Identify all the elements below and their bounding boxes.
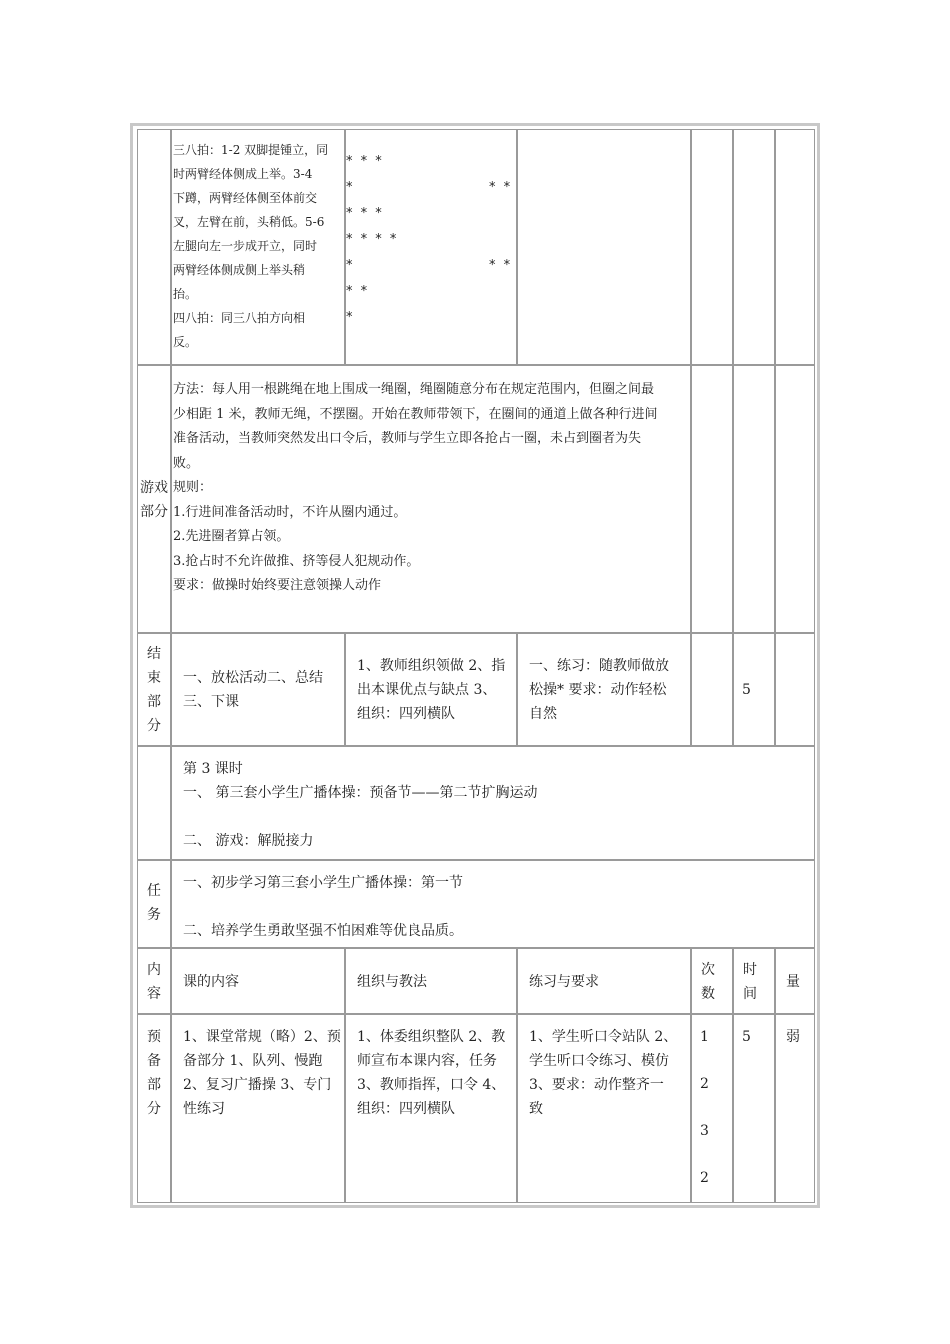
end-label: 结 (147, 646, 161, 662)
lesson3-line: 一、 第三套小学生广播体操：预备节——第二节扩胸运动 (183, 785, 538, 801)
header-time-cell (733, 948, 775, 1014)
game-time-cell (733, 365, 775, 633)
game-line: 要求：做操时始终要注意领操人动作 (173, 578, 382, 593)
row1-time-cell (733, 129, 775, 365)
formation-stars: * * (489, 180, 513, 195)
prep-content-cell (171, 1014, 345, 1203)
end-practice-line: 一、练习：随教师做放 (529, 658, 669, 674)
header-label-cell (137, 948, 171, 1014)
task-label: 任 (147, 883, 161, 899)
prep-label: 预 (147, 1029, 161, 1045)
game-content-cell (171, 365, 691, 633)
row1-count-cell (691, 129, 733, 365)
row1-content-cell (171, 129, 345, 365)
row1-content-line: 下蹲，两臂经体侧至体前交 (173, 191, 318, 205)
end-label: 束 (147, 670, 161, 686)
prep-practice-line: 1、学生听口令站队 2、 (529, 1029, 678, 1045)
formation-stars: * * (489, 258, 513, 273)
prep-method-cell (345, 1014, 517, 1203)
row1-label-cell (137, 129, 171, 365)
prep-method-line: 3、教师指挥，口令 4、 (357, 1077, 506, 1093)
prep-count-cell (691, 1014, 733, 1203)
prep-method-line: 1、体委组织整队 2、教 (357, 1029, 506, 1045)
task-label: 务 (147, 907, 161, 923)
header-time: 间 (743, 986, 757, 1002)
game-label: 游戏 (140, 480, 168, 496)
end-content-line: 三、下课 (183, 694, 239, 710)
lesson3-content-cell (171, 746, 815, 860)
end-count-cell (691, 633, 733, 746)
game-line: 规则： (173, 480, 213, 495)
end-practice-cell (517, 633, 691, 746)
end-time: 5 (742, 682, 751, 698)
game-line: 准备活动，当教师突然发出口令后，教师与学生立即各抢占一圈，未占到圈者为失 (173, 431, 642, 446)
formation-stars: * (346, 258, 355, 273)
formation-stars: * * * (346, 206, 384, 221)
row1-content-line: 反。 (173, 335, 198, 349)
header-amount-cell (775, 948, 815, 1014)
header-label: 内 (147, 962, 161, 978)
end-label: 部 (147, 694, 161, 710)
game-line: 败。 (173, 455, 200, 471)
game-line: 1.行进间准备活动时，不许从圈内通过。 (173, 504, 407, 520)
game-line: 3.抢占时不允许做推、挤等侵人犯规动作。 (173, 553, 420, 569)
prep-amount: 弱 (786, 1029, 800, 1045)
row1-content-line: 两臂经体侧成侧上举头稍 (173, 263, 306, 277)
prep-practice-cell (517, 1014, 691, 1203)
row1-content-line: 四八拍：同三八拍方向相 (173, 311, 306, 325)
end-label: 分 (147, 718, 161, 734)
game-label: 部分 (140, 504, 168, 520)
row1-formation-cell (345, 129, 517, 365)
row1-content-line: 时两臂经体侧成上举。3-4 (173, 167, 313, 181)
task-label-cell (137, 860, 171, 948)
lesson3-line: 二、 游戏：解脱接力 (183, 833, 314, 849)
header-label: 容 (147, 986, 161, 1002)
row1-content-line: 叉，左臂在前，头稍低。5-6 (173, 215, 325, 229)
header-count-cell (691, 948, 733, 1014)
prep-method-line: 组织：四列横队 (357, 1101, 455, 1117)
game-line: 2.先进圈者算占领。 (173, 529, 290, 544)
row1-content-line: 左腿向左一步成开立，同时 (173, 239, 318, 253)
formation-stars: * * * * (346, 232, 399, 247)
game-amount-cell (775, 365, 815, 633)
header-practice: 练习与要求 (529, 974, 599, 990)
end-practice-line: 自然 (529, 706, 557, 722)
header-time: 时 (743, 962, 757, 978)
prep-count: 2 (700, 1076, 709, 1092)
end-method-cell (345, 633, 517, 746)
lesson3-label-cell (137, 746, 171, 860)
end-time-cell (733, 633, 775, 746)
lesson3-line: 第 3 课时 (183, 761, 243, 777)
formation-stars: * * (346, 284, 370, 299)
row1-amount-cell (775, 129, 815, 365)
task-line: 一、初步学习第三套小学生广播体操：第一节 (183, 875, 463, 891)
end-content-cell (171, 633, 345, 746)
row1-content-line: 抬。 (173, 287, 198, 301)
formation-stars: * * * (346, 154, 384, 169)
prep-time: 5 (742, 1029, 751, 1045)
formation-stars: * (346, 180, 355, 195)
game-line: 方法：每人用一根跳绳在地上围成一绳圈，绳圈随意分布在规定范围内，但圈之间最 (173, 382, 655, 397)
prep-count: 1 (700, 1029, 709, 1045)
end-method-line: 组织：四列横队 (357, 706, 455, 722)
prep-label: 分 (147, 1101, 161, 1117)
prep-amount-cell (775, 1014, 815, 1203)
prep-content-line: 1、课堂常规（略）2、预 (183, 1029, 341, 1045)
prep-practice-line: 3、要求：动作整齐一 (529, 1077, 664, 1093)
header-practice-cell (517, 948, 691, 1014)
header-amount: 量 (786, 974, 800, 990)
header-content: 课的内容 (183, 974, 239, 990)
game-count-cell (691, 365, 733, 633)
prep-method-line: 师宣布本课内容，任务 (357, 1053, 497, 1069)
row1-content-line: 三八拍：1-2 双脚提锺立，同 (173, 143, 329, 157)
prep-content-line: 2、复习广播操 3、专门 (183, 1077, 332, 1093)
prep-count: 3 (700, 1123, 709, 1139)
end-content-line: 一、放松活动二、总结 (183, 670, 323, 686)
end-method-line: 出本课优点与缺点 3、 (357, 682, 497, 698)
formation-stars: * (346, 310, 355, 325)
prep-label: 备 (147, 1053, 161, 1069)
task-line: 二、培养学生勇敢坚强不怕困难等优良品质。 (183, 923, 463, 939)
prep-label: 部 (147, 1077, 161, 1093)
header-method-cell (345, 948, 517, 1014)
game-label-cell (137, 365, 171, 633)
end-method-line: 1、教师组织领做 2、指 (357, 658, 506, 674)
header-count: 数 (701, 986, 715, 1002)
end-amount-cell (775, 633, 815, 746)
task-content-cell (171, 860, 815, 948)
prep-label-cell (137, 1014, 171, 1203)
end-label-cell (137, 633, 171, 746)
prep-content-line: 性练习 (183, 1101, 225, 1117)
game-line: 少相距 1 米，教师无绳，不摆圈。开始在教师带领下，在圈间的通道上做各种行进间 (173, 406, 658, 422)
prep-time-cell (733, 1014, 775, 1203)
prep-content-line: 备部分 1、队列、慢跑 (183, 1053, 323, 1069)
prep-count: 2 (700, 1170, 709, 1186)
prep-practice-line: 学生听口令练习、模仿 (529, 1053, 669, 1069)
end-practice-line: 松操* 要求：动作轻松 (529, 682, 667, 698)
header-method: 组织与教法 (357, 974, 427, 990)
lesson3-line (183, 805, 814, 829)
row1-practice-cell (517, 129, 691, 365)
header-count: 次 (701, 962, 715, 978)
task-line (183, 895, 814, 919)
header-content-cell (171, 948, 345, 1014)
prep-practice-line: 致 (529, 1101, 543, 1117)
